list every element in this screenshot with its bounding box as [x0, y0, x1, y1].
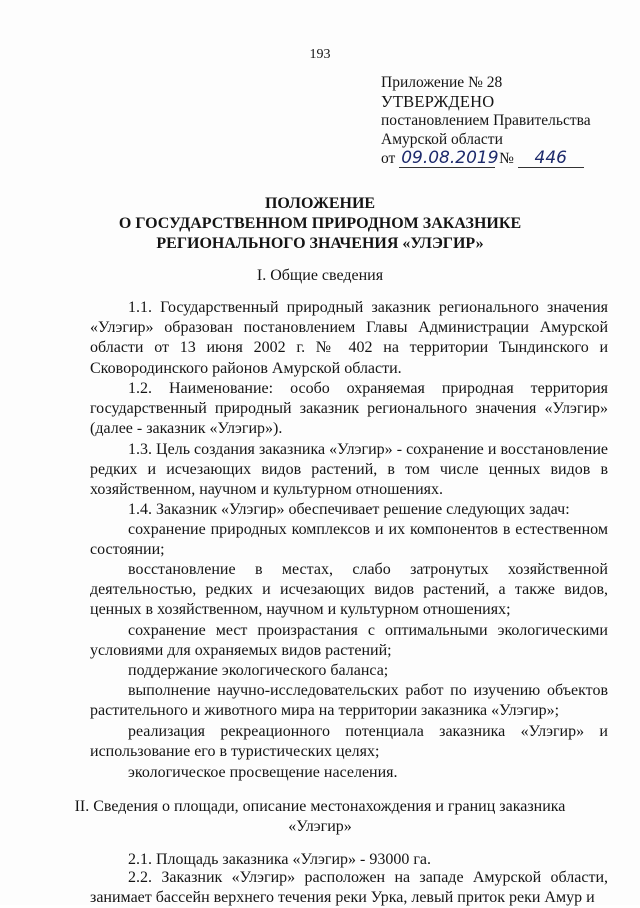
- document-title-line-3: РЕГИОНАЛЬНОГО ЗНАЧЕНИЯ «УЛЭГИР»: [156, 235, 484, 252]
- paragraph-1-4: 1.4. Заказник «Улэгир» обеспечивает решение следующих задач:: [128, 501, 570, 518]
- section-2-heading-line-1: II. Сведения о площади, описание местонахождения и границ заказника: [74, 798, 566, 815]
- task-item-3: сохранение мест произрастания с оптимальными экологическими условиями для охраняемых видов растений;: [90, 622, 608, 660]
- approval-block: [381, 73, 631, 168]
- paragraph-1-3: 1.3. Цель создания заказника «Улэгир» - сохранение и восстановление редких и исчезающих видов растений, в том числе ценных видов в хозяйственном, научном и культурном отношениях.: [90, 441, 608, 499]
- task-item-7: экологическое просвещение населения.: [128, 764, 398, 781]
- approved-label: УТВЕРЖДЕНО: [381, 92, 495, 111]
- approval-date-number: [381, 149, 631, 168]
- document-title-line-1: ПОЛОЖЕНИЕ: [264, 195, 376, 212]
- paragraph-2-1: 2.1. Площадь заказника «Улэгир» - 93000 га.: [128, 851, 432, 868]
- task-item-2: восстановление в местах, слабо затронутых хозяйственной деятельностью, редких и исчезающих видов растений, а также видов, ценных в хозяйственном, научном и культурном отношениях;: [90, 561, 608, 619]
- approved-by-line-2: Амурской области: [381, 131, 503, 148]
- number-label: №: [499, 150, 514, 167]
- section-2-heading-line-2: «Улэгир»: [288, 818, 352, 835]
- document-title-line-2: О ГОСУДАРСТВЕННОМ ПРИРОДНОМ ЗАКАЗНИКЕ: [118, 215, 522, 232]
- from-label: от: [381, 150, 396, 167]
- task-item-1: сохранение природных комплексов и их компонентов в естественном состоянии;: [90, 521, 608, 559]
- paragraph-1-2: 1.2. Наименование: особо охраняемая природная территория государственный природный заказник регионального значения «Улэгир» (далее - заказник «Улэгир»).: [90, 380, 608, 438]
- page-number: 193: [309, 47, 331, 62]
- handwritten-date: 09.08.2019: [401, 148, 499, 168]
- appendix-label: Приложение № 28: [381, 74, 503, 91]
- approved-by-line-1: постановлением Правительства: [381, 112, 591, 129]
- section-1-heading: I. Общие сведения: [256, 267, 384, 284]
- handwritten-number: 446: [518, 150, 584, 168]
- paragraph-1-1: 1.1. Государственный природный заказник регионального значения «Улэгир» образован постановлением Главы Администрации Амурской области от 13 июня 2002 г. № 402 на территории Тындинского и Сковородинского районов Амурской области.: [90, 299, 608, 377]
- paragraph-2-2: 2.2. Заказник «Улэгир» расположен на западе Амурской области, занимает бассейн верхнего течения реки Урка, левый приток реки Амур и: [90, 869, 608, 907]
- task-item-6: реализация рекреационного потенциала заказника «Улэгир» и использование его в туристических целях;: [90, 723, 608, 761]
- task-item-4: поддержание экологического баланса;: [128, 662, 389, 679]
- task-item-5: выполнение научно-исследовательских работ по изучению объектов растительного и животного мира на территории заказника «Улэгир»;: [90, 682, 608, 720]
